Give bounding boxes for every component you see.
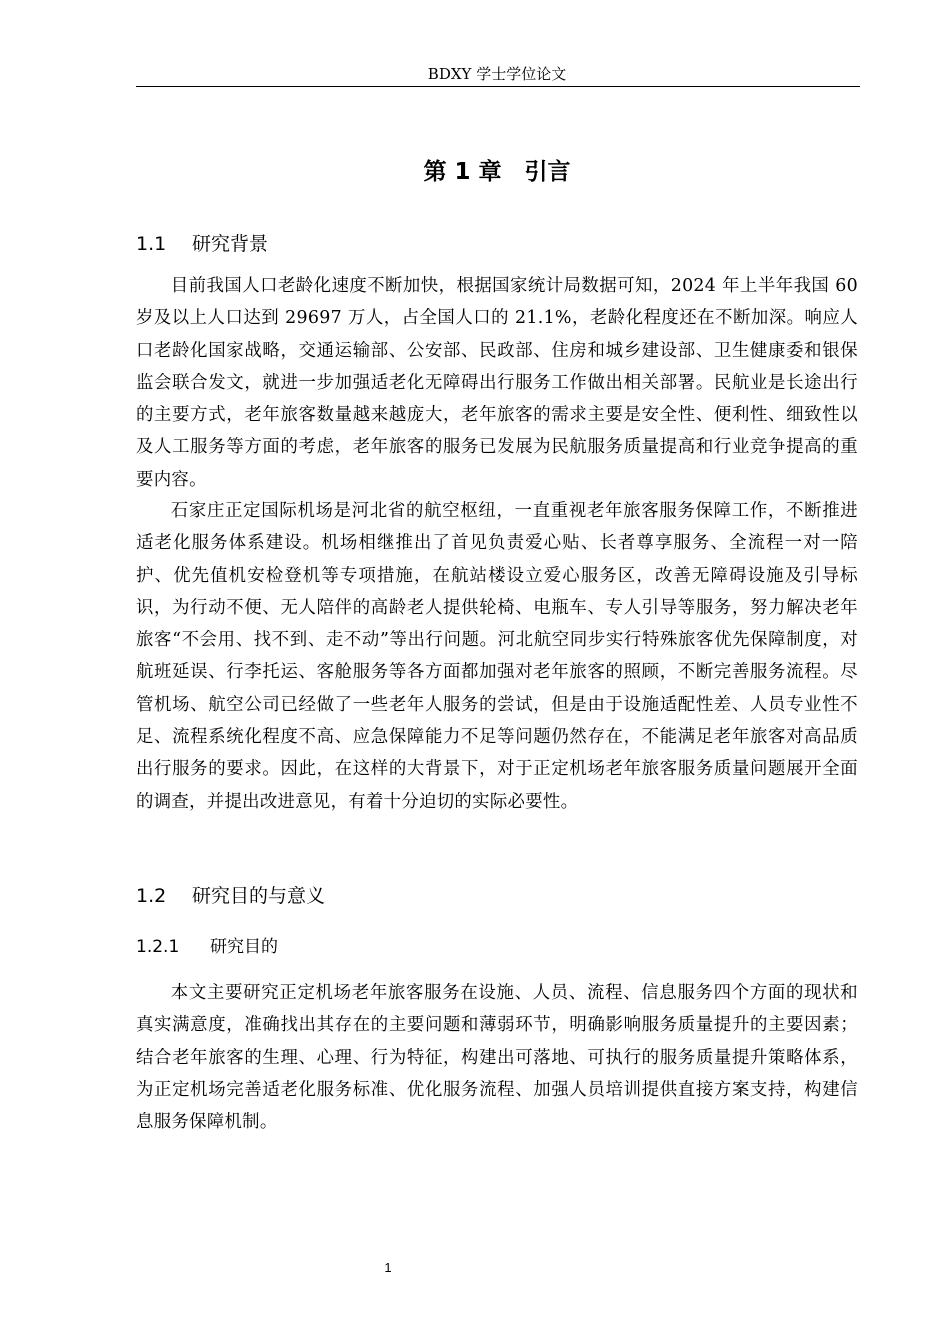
body-paragraph: 目前我国人口老龄化速度不断加快，根据国家统计局数据可知，2024 年上半年我国 60 岁及以上人口达到 29697 万人，占全国人口的 21.1%，老龄化程度还在不断加深。响应人口老龄化国家战略，交通运输部、公安部、民政部、住房和城乡建设部、卫生健康委和银保监会联合发文，就进一步加强适老化无障碍出行服务工作做出相关部署。民航业是长途出行的主要方式，老年旅客数量越来越庞大，老年旅客的需求主要是安全性、便利性、细致性以及人工服务等方面的考虑，老年旅客的服务已发展为民航服务质量提高和行业竞争提高的重要内容。 xyxy=(136,276,858,490)
section-heading-1-2 xyxy=(136,881,325,911)
chapter-title: 第 1 章 引言 xyxy=(423,159,571,185)
body-paragraph: 本文主要研究正定机场老年旅客服务在设施、人员、流程、信息服务四个方面的现状和真实满意度，准确找出其存在的主要问题和薄弱环节，明确影响服务质量提升的主要因素；结合老年旅客的生理、心理、行为特征，构建出可落地、可执行的服务质量提升策略体系，为正定机场完善适老化服务标准、优化服务流程、加强人员培训提供直接方案支持，构建信息服务保障机制。 xyxy=(136,983,858,1133)
subsection-number: 1.2.1 xyxy=(136,937,180,957)
section-title: 研究背景 xyxy=(192,233,269,255)
body-paragraph: 石家庄正定国际机场是河北省的航空枢纽，一直重视老年旅客服务保障工作，不断推进适老化服务体系建设。机场相继推出了首见负责爱心贴、长者尊享服务、全流程一对一陪护、优先值机安检登机等专项措施，在航站楼设立爱心服务区，改善无障碍设施及引导标识，为行动不便、无人陪伴的高龄老人提供轮椅、电瓶车、专人引导等服务，努力解决老年旅客“不会用、找不到、走不动”等出行问题。河北航空同步实行特殊旅客优先保障制度，对航班延误、行李托运、客舱服务等各方面都加强对老年旅客的照顾，不断完善服务流程。尽管机场、航空公司已经做了一些老年人服务的尝试，但是由于设施适配性差、人员专业性不足、流程系统化程度不高、应急保障能力不足等问题仍然存在，不能满足老年旅客对高品质出行服务的要求。因此，在这样的大背景下，对于正定机场老年旅客服务质量问题展开全面的调查，并提出改进意见，有着十分迫切的实际必要性。 xyxy=(136,501,858,812)
running-header: BDXY 学士学位论文 xyxy=(427,65,567,83)
section-number: 1.2 xyxy=(136,885,167,907)
header-rule xyxy=(136,86,860,87)
subsection-heading-1-2-1 xyxy=(136,933,278,961)
page-number: 1 xyxy=(384,1260,392,1275)
section-heading-1-1 xyxy=(136,229,268,259)
subsection-title: 研究目的 xyxy=(210,937,278,957)
section-number: 1.1 xyxy=(136,233,167,255)
section-title: 研究目的与意义 xyxy=(192,885,326,907)
